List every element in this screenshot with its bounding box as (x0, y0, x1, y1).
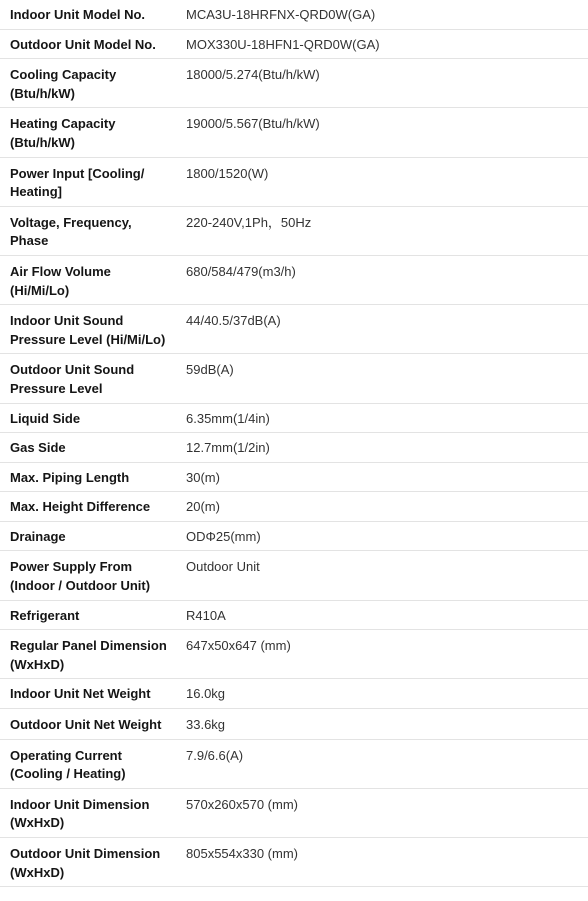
spec-label: Outdoor Unit Dimension (WxHxD) (10, 846, 161, 880)
spec-row-operating-current (0, 739, 588, 788)
spec-row-liquid-side (0, 403, 588, 433)
spec-label: Heating Capacity (Btu/h/kW) (10, 116, 116, 150)
spec-label: Indoor Unit Dimension (WxHxD) (10, 796, 150, 831)
spec-value: 12.7mm(1/2in) (186, 440, 270, 456)
spec-value: MCA3U-18HRFNX-QRD0W(GA) (186, 7, 376, 22)
spec-label: Outdoor Unit Net Weight (10, 717, 162, 733)
spec-value: 59dB(A) (186, 362, 234, 378)
spec-label: Cooling Capacity (Btu/h/kW) (10, 67, 117, 101)
spec-value: 33.6kg (186, 717, 226, 733)
spec-label: Max. Piping Length (10, 469, 130, 485)
spec-value: 647x50x647 (mm) (186, 638, 291, 654)
spec-row-power-supply (0, 551, 588, 600)
spec-label: Outdoor Unit Sound Pressure Level (10, 362, 135, 396)
spec-label: Liquid Side (10, 410, 81, 426)
spec-row-cooling-capacity (0, 59, 588, 108)
spec-value: ODΦ25(mm) (186, 528, 261, 544)
spec-row-outdoor-dimension (0, 838, 588, 887)
spec-row-drainage (0, 521, 588, 551)
spec-row-heating-capacity (0, 108, 588, 157)
spec-label: Indoor Unit Model No. (10, 7, 146, 22)
spec-label: Power Input [Cooling/ Heating] (10, 165, 145, 200)
spec-row-indoor-sound (0, 305, 588, 354)
spec-label: Regular Panel Dimension (WxHxD) (10, 638, 167, 672)
spec-value: MOX330U-18HFN1-QRD0W(GA) (186, 36, 380, 52)
spec-value: 16.0kg (186, 686, 226, 702)
spec-value: 7.9/6.6(A) (186, 747, 244, 763)
spec-row-panel-dimension (0, 630, 588, 679)
spec-row-refrigerant (0, 600, 588, 630)
spec-value: 805x554x330 (mm) (186, 846, 298, 861)
spec-row-max-piping (0, 462, 588, 492)
spec-label: Air Flow Volume (Hi/Mi/Lo) (10, 263, 111, 298)
spec-label: Drainage (10, 528, 66, 544)
spec-row-gas-side (0, 433, 588, 463)
spec-value: R410A (186, 607, 226, 623)
spec-value: 1800/1520(W) (186, 165, 269, 181)
spec-value: 44/40.5/37dB(A) (186, 313, 281, 329)
spec-value: 680/584/479(m3/h) (186, 263, 296, 279)
spec-row-max-height (0, 492, 588, 522)
spec-value: 570x260x570 (mm) (186, 796, 298, 812)
spec-label: Gas Side (10, 440, 66, 456)
spec-value: 19000/5.567(Btu/h/kW) (186, 116, 320, 132)
spec-label: Operating Current (Cooling / Heating) (10, 747, 126, 782)
spec-label: Indoor Unit Net Weight (10, 686, 151, 702)
spec-row-outdoor-sound (0, 354, 588, 403)
spec-row-air-flow (0, 255, 588, 304)
spec-value: 220-240V,1Ph，50Hz (186, 214, 312, 230)
spec-value: 18000/5.274(Btu/h/kW) (186, 67, 320, 83)
spec-row-power-input (0, 157, 588, 206)
spec-label: Max. Height Difference (10, 499, 151, 515)
spec-row-indoor-dimension (0, 788, 588, 837)
spec-label: Voltage, Frequency, Phase (10, 214, 132, 249)
spec-value: 30(m) (186, 469, 220, 485)
spec-row-voltage (0, 206, 588, 255)
spec-label: Power Supply From (Indoor / Outdoor Unit) (10, 559, 151, 594)
spec-value: Outdoor Unit (186, 559, 260, 575)
spec-row-outdoor-weight (0, 709, 588, 740)
spec-value: 6.35mm(1/4in) (186, 410, 270, 426)
spec-value: 20(m) (186, 499, 220, 515)
spec-label: Indoor Unit Sound Pressure Level (Hi/Mi/Lo) (10, 313, 166, 347)
spec-label: Outdoor Unit Model No. (10, 36, 156, 52)
spec-row-outdoor-model (0, 29, 588, 59)
spec-row-indoor-weight (0, 679, 588, 709)
spec-label: Refrigerant (10, 607, 80, 623)
spec-row-indoor-model (0, 0, 588, 29)
